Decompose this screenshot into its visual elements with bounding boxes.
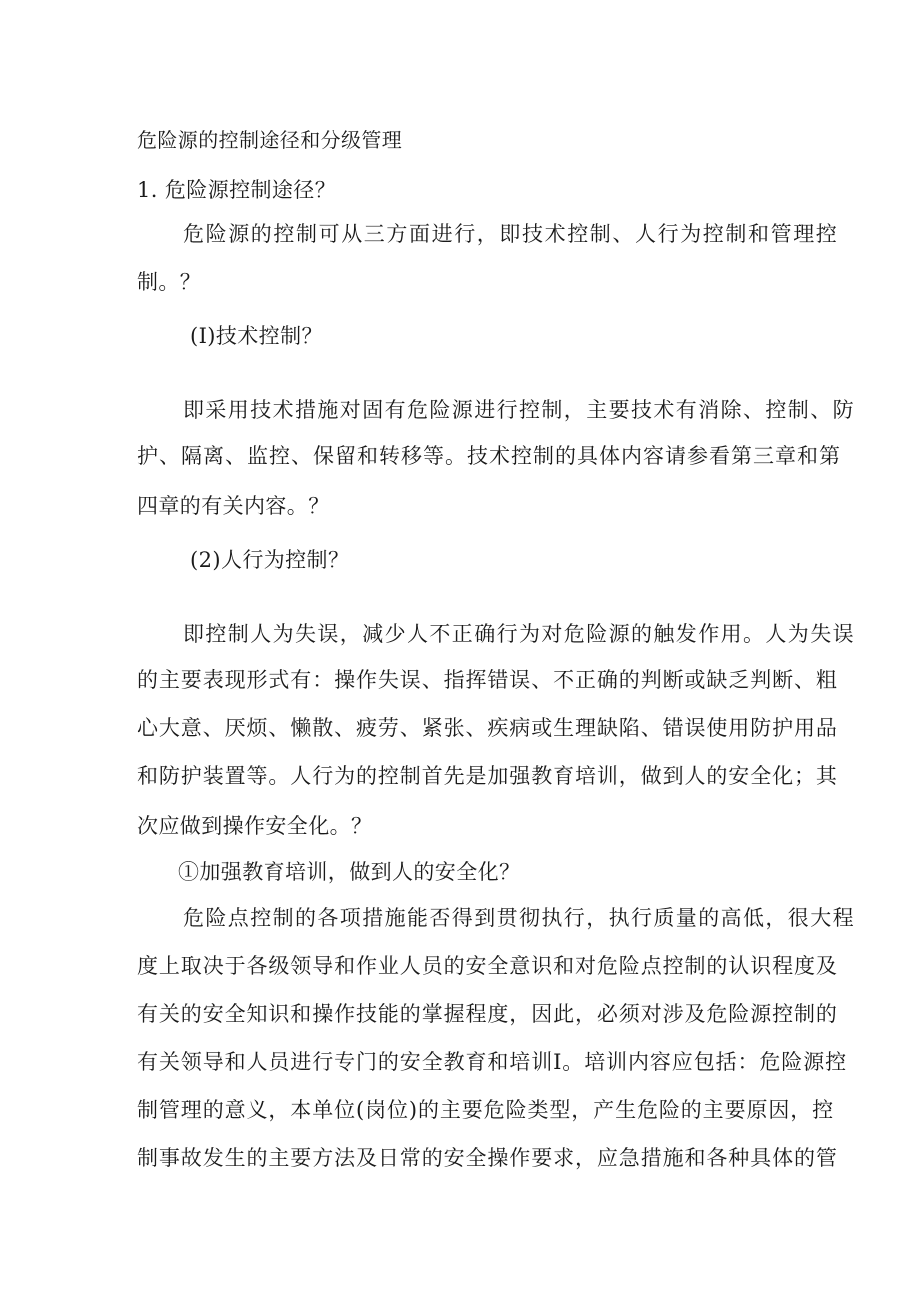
paragraph-line: 即采用技术措施对固有危险源进行控制，主要技术有消除、控制、防 bbox=[183, 398, 855, 422]
paragraph-line: 制管理的意义，本单位(岗位)的主要危险类型，产生危险的主要原因，控 bbox=[137, 1098, 835, 1122]
subsection-heading-behavior-control: (2)人行为控制？ bbox=[190, 548, 350, 572]
subsection-heading-technical-control: (I)技术控制？ bbox=[190, 324, 323, 348]
paragraph-line: 度上取决于各级领导和作业人员的安全意识和对危险点控制的认识程度及 bbox=[137, 954, 838, 978]
paragraph-line: 危险点控制的各项措施能否得到贯彻执行，执行质量的高低，很大程 bbox=[183, 906, 855, 930]
paragraph-line: 制事故发生的主要方法及日常的安全操作要求，应急措施和各种具体的管 bbox=[137, 1146, 838, 1170]
paragraph-line: 制。？ bbox=[137, 270, 202, 294]
paragraph-line: 危险源的控制可从三方面进行，即技术控制、人行为控制和管理控 bbox=[183, 222, 839, 246]
paragraph-line: 次应做到操作安全化。？ bbox=[137, 814, 373, 838]
paragraph-line: 的主要表现形式有：操作失误、指挥错误、不正确的判断或缺乏判断、粗 bbox=[137, 668, 838, 692]
paragraph-line: 心大意、厌烦、懒散、疲劳、紧张、疾病或生理缺陷、错误使用防护用品 bbox=[137, 716, 838, 740]
paragraph-line: 和防护装置等。人行为的控制首先是加强教育培训，做到人的安全化；其 bbox=[137, 764, 838, 788]
paragraph-line: 四章的有关内容。？ bbox=[137, 494, 330, 518]
paragraph-line: 有关的安全知识和操作技能的掌握程度，因此，必须对涉及危险源控制的 bbox=[137, 1002, 838, 1026]
paragraph-line: 护、隔离、监控、保留和转移等。技术控制的具体内容请参看第三章和第 bbox=[137, 444, 841, 468]
item-heading-education-training: ①加强教育培训，做到人的安全化？ bbox=[178, 860, 521, 884]
paragraph-line: 即控制人为失误，减少人不正确行为对危险源的触发作用。人为失误 bbox=[183, 622, 855, 646]
section-heading-control-methods: 1. 危险源控制途径？ bbox=[137, 178, 337, 202]
paragraph-line: 有关领导和人员进行专门的安全教育和培训I。培训内容应包括：危险源控 bbox=[137, 1050, 847, 1074]
document-title: 危险源的控制途径和分级管理 bbox=[137, 128, 403, 152]
